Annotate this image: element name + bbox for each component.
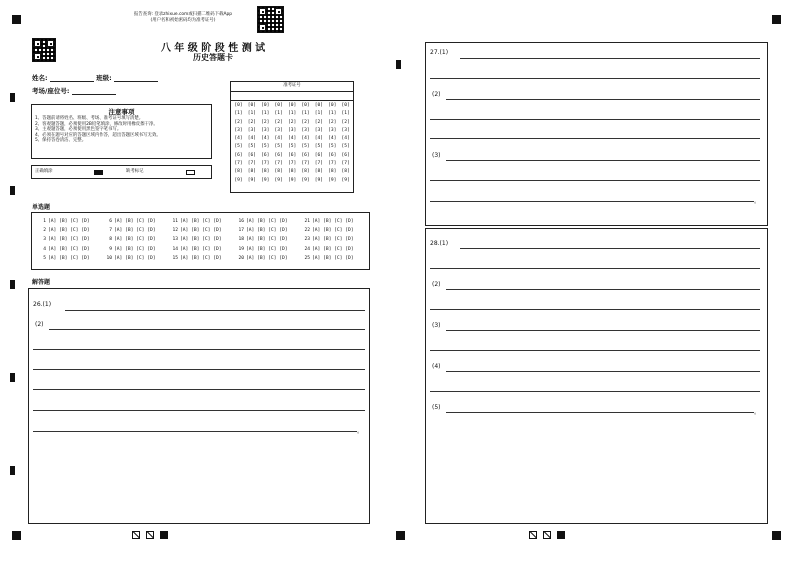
exam-id-bubble[interactable]: [7] xyxy=(328,161,337,167)
exam-id-bubble[interactable]: [7] xyxy=(261,161,270,167)
exam-id-bubble[interactable]: [5] xyxy=(261,144,270,150)
q28-answer-box xyxy=(425,228,768,524)
mcq-option-bubbles[interactable]: [A] [B] [C] [D] xyxy=(312,219,354,224)
exam-id-bubble[interactable]: [3] xyxy=(301,127,310,133)
exam-id-bubble[interactable]: [1] xyxy=(247,111,257,117)
mcq-question-row[interactable] xyxy=(102,256,156,261)
mcq-question-row[interactable] xyxy=(36,256,90,261)
exam-id-bubble[interactable]: [3] xyxy=(341,127,350,133)
class-label: 班级: xyxy=(96,74,112,82)
mcq-option-bubbles[interactable]: [A] [B] [C] [D] xyxy=(114,219,156,224)
mcq-option-bubbles[interactable]: [A] [B] [C] [D] xyxy=(114,246,156,252)
exam-id-bubble[interactable]: [0] xyxy=(314,103,324,108)
corner-mark-top-right xyxy=(772,15,781,24)
exam-id-bubble[interactable]: [6] xyxy=(261,152,270,158)
answer-line[interactable] xyxy=(49,329,365,330)
exam-id-bubble[interactable]: [2] xyxy=(287,119,297,125)
mcq-option-bubbles[interactable]: [A] [B] [C] [D] xyxy=(246,219,288,224)
exam-id-bubble[interactable]: [0] xyxy=(287,103,297,108)
exam-id-bubble[interactable]: [2] xyxy=(314,119,324,125)
mcq-question-row[interactable] xyxy=(234,228,288,233)
exam-id-bubble[interactable]: [1] xyxy=(234,111,243,117)
mcq-option-bubbles[interactable]: [A] [B] [C] [D] xyxy=(246,246,288,252)
answer-line[interactable] xyxy=(33,410,365,411)
mcq-question-number: 6 xyxy=(109,219,112,224)
exam-id-bubble[interactable]: [4] xyxy=(247,136,257,142)
exam-id-bubble[interactable]: [3] xyxy=(328,127,337,133)
exam-id-bubble[interactable]: [2] xyxy=(328,119,337,125)
exam-id-bubble[interactable]: [9] xyxy=(234,177,243,183)
q28-part1-label: 28.(1) xyxy=(430,240,449,247)
skip-mark-icon xyxy=(132,531,140,539)
notes-item: 2、客观题答题，必须使用2B铅笔填涂，修改时用橡皮擦干净。 xyxy=(35,121,158,127)
q28-part3-label: (3) xyxy=(432,322,441,329)
mcq-question-number: 23 xyxy=(304,237,310,243)
notes-item: 5、保持答卷清洁、完整。 xyxy=(35,138,87,144)
answer-line[interactable] xyxy=(460,248,760,249)
exam-id-bubble[interactable]: [0] xyxy=(301,103,310,108)
exam-id-bubble[interactable]: [6] xyxy=(301,152,310,158)
q26-part2-label: (2) xyxy=(35,321,44,328)
mcq-section-label: 单选题 xyxy=(32,204,51,211)
mcq-question-number: 21 xyxy=(304,219,310,224)
solid-mark-icon xyxy=(557,531,565,539)
exam-id-bubble[interactable]: [4] xyxy=(314,136,324,142)
exam-id-bubble[interactable]: [0] xyxy=(341,103,350,108)
answer-line[interactable] xyxy=(430,268,760,269)
exam-id-bubble[interactable]: [8] xyxy=(274,169,283,175)
exam-id-bubble[interactable]: [1] xyxy=(301,111,310,117)
q27-answer-box xyxy=(425,42,768,226)
mcq-question-row[interactable] xyxy=(300,219,354,224)
answer-line[interactable] xyxy=(446,160,760,161)
absent-mark-box[interactable] xyxy=(186,170,195,175)
exam-id-bubble[interactable]: [2] xyxy=(341,119,350,125)
exam-id-bubble[interactable]: [2] xyxy=(261,119,270,125)
exam-id-bubble[interactable]: [4] xyxy=(234,136,243,142)
notes-item: 1、答题前请将姓名、班级、考场、准考证号填写清楚。 xyxy=(35,116,144,121)
answer-line[interactable] xyxy=(33,349,365,350)
exam-id-bubble[interactable]: [1] xyxy=(341,111,350,117)
exam-id-bubble[interactable]: [5] xyxy=(287,144,297,150)
mcq-option-bubbles[interactable]: [A] [B] [C] [D] xyxy=(114,228,156,234)
exam-title: 八 年 级 阶 段 性 测 试 xyxy=(160,43,266,54)
page-divider-mark xyxy=(396,531,405,540)
essay-section-label: 解答题 xyxy=(32,279,51,286)
mcq-question-number: 19 xyxy=(238,246,244,252)
period-mark: 。 xyxy=(754,198,761,205)
mcq-option-bubbles[interactable]: [A] [B] [C] [D] xyxy=(180,246,222,252)
report-query-text: 报告查询: 登录zhixue.com或扫描二维码下载App (用户名和初始密码均为准考证号) xyxy=(133,12,233,23)
q28-part2-label: (2) xyxy=(432,281,441,288)
mcq-question-row[interactable] xyxy=(36,237,90,242)
exam-id-bubble[interactable]: [5] xyxy=(247,144,257,150)
corner-mark-top-left xyxy=(12,15,21,24)
q27-part3-label: (3) xyxy=(432,152,441,159)
exam-id-bubble[interactable]: [9] xyxy=(274,177,283,183)
exam-id-bubble[interactable]: [7] xyxy=(301,161,310,167)
answer-line[interactable] xyxy=(446,99,760,100)
corner-mark-bottom-right xyxy=(772,531,781,540)
mcq-question-row[interactable] xyxy=(168,247,222,252)
exam-id-bubble[interactable]: [4] xyxy=(287,136,297,142)
mcq-option-bubbles[interactable]: [A] [B] [C] [D] xyxy=(180,219,222,224)
exam-id-bubble[interactable]: [4] xyxy=(328,136,337,142)
exam-id-bubble[interactable]: [7] xyxy=(274,161,283,167)
mcq-question-row[interactable] xyxy=(102,219,156,224)
answer-line[interactable] xyxy=(33,369,365,370)
q27-part2-label: (2) xyxy=(432,91,441,98)
exam-id-bubble[interactable]: [5] xyxy=(314,144,324,150)
exam-id-bubble[interactable]: [1] xyxy=(314,111,324,117)
mcq-option-bubbles[interactable]: [A] [B] [C] [D] xyxy=(246,228,288,234)
exam-id-bubble[interactable]: [3] xyxy=(247,127,257,133)
exam-id-bubble[interactable]: [1] xyxy=(261,111,270,117)
absent-mark-label: 缺考标记 xyxy=(126,169,144,174)
answer-line[interactable] xyxy=(430,119,760,120)
mcq-question-number: 17 xyxy=(238,228,244,234)
mcq-option-bubbles[interactable]: [A] [B] [C] [D] xyxy=(48,228,90,234)
mcq-option-bubbles[interactable]: [A] [B] [C] [D] xyxy=(180,228,222,234)
mcq-question-row[interactable] xyxy=(102,237,156,242)
exam-id-bubble[interactable]: [7] xyxy=(341,161,350,167)
mcq-question-number: 20 xyxy=(238,255,244,261)
mcq-question-number: 25 xyxy=(304,255,310,261)
mcq-question-row[interactable] xyxy=(234,237,288,242)
answer-line[interactable] xyxy=(430,350,760,351)
period-mark: 。 xyxy=(754,409,761,416)
exam-id-bubble[interactable]: [4] xyxy=(274,136,283,142)
exam-id-bubble[interactable]: [7] xyxy=(287,161,297,167)
notes-item: 3、主观题答题，必须使用黑色签字笔书写。 xyxy=(35,127,122,133)
exam-id-bubble[interactable]: [4] xyxy=(301,136,310,142)
exam-id-bubble[interactable]: [6] xyxy=(234,152,243,158)
mcq-question-row[interactable] xyxy=(234,219,288,224)
correct-fill-label: 正确填涂 xyxy=(35,169,53,174)
exam-id-bubble[interactable]: [9] xyxy=(328,177,337,183)
mcq-question-row[interactable] xyxy=(300,237,354,242)
exam-id-bubble[interactable]: [5] xyxy=(301,144,310,150)
mcq-question-row[interactable] xyxy=(36,228,90,233)
solid-mark-icon xyxy=(160,531,168,539)
exam-id-bubble[interactable]: [9] xyxy=(314,177,324,183)
student-info xyxy=(32,73,158,82)
skip-mark-icon xyxy=(529,531,537,539)
seat-label: 考场/座位号: xyxy=(32,87,70,95)
mcq-question-number: 5 xyxy=(43,255,46,261)
mcq-option-bubbles[interactable]: [A] [B] [C] [D] xyxy=(180,237,222,243)
page-divider-mark xyxy=(396,60,401,69)
exam-id-bubble[interactable]: [8] xyxy=(261,169,270,175)
exam-id-bubble[interactable]: [9] xyxy=(287,177,297,183)
q27-part1-label: 27.(1) xyxy=(430,49,449,56)
mcq-option-bubbles[interactable]: [A] [B] [C] [D] xyxy=(312,255,354,261)
mcq-question-number: 14 xyxy=(172,246,178,252)
exam-id-column[interactable] xyxy=(341,102,350,185)
exam-id-bubble[interactable]: [8] xyxy=(287,169,297,175)
exam-id-bubble[interactable]: [3] xyxy=(274,127,283,133)
period-mark: 。 xyxy=(357,428,364,435)
mcq-question-number: 4 xyxy=(43,246,46,252)
exam-id-column[interactable] xyxy=(328,102,337,185)
answer-line[interactable] xyxy=(430,201,754,202)
exam-id-bubble[interactable]: [1] xyxy=(274,111,283,117)
answer-line[interactable] xyxy=(430,78,760,79)
exam-id-bubble[interactable]: [8] xyxy=(328,169,337,175)
answer-line[interactable] xyxy=(446,330,760,331)
fill-legend-box xyxy=(31,165,212,179)
exam-id-write-row xyxy=(231,91,353,101)
skip-mark-icon xyxy=(146,531,154,539)
mcq-option-bubbles[interactable]: [A] [B] [C] [D] xyxy=(246,255,288,261)
answer-line[interactable] xyxy=(65,310,365,311)
answer-line[interactable] xyxy=(446,412,754,413)
name-field[interactable] xyxy=(50,81,94,82)
notes-box xyxy=(31,104,212,159)
answer-line[interactable] xyxy=(430,391,760,392)
exam-id-bubble[interactable]: [9] xyxy=(341,177,350,183)
mcq-option-bubbles[interactable]: [A] [B] [C] [D] xyxy=(48,219,90,224)
mcq-question-number: 3 xyxy=(43,237,46,243)
exam-id-bubble[interactable]: [2] xyxy=(301,119,310,125)
exam-id-bubble[interactable]: [6] xyxy=(274,152,283,158)
mcq-question-row[interactable] xyxy=(300,247,354,252)
timing-mark xyxy=(10,93,15,102)
q26-part1-label: 26.(1) xyxy=(33,301,52,308)
exam-id-bubble[interactable]: [9] xyxy=(247,177,257,183)
mcq-question-number: 18 xyxy=(238,237,244,243)
notes-item: 4、必须在题号对应的答题区域内作答，超出答题区域书写无效。 xyxy=(35,132,161,138)
exam-id-bubble[interactable]: [7] xyxy=(314,161,324,167)
exam-id-bubble[interactable]: [1] xyxy=(328,111,337,117)
q26-answer-box xyxy=(28,288,370,524)
exam-id-bubble[interactable]: [8] xyxy=(341,169,350,175)
mcq-option-bubbles[interactable]: [A] [B] [C] [D] xyxy=(48,255,90,261)
exam-id-bubble[interactable]: [6] xyxy=(287,152,297,158)
mcq-option-bubbles[interactable]: [A] [B] [C] [D] xyxy=(312,246,354,252)
answer-line[interactable] xyxy=(446,371,760,372)
corner-mark-bottom-left xyxy=(12,531,21,540)
mcq-question-number: 24 xyxy=(304,246,310,252)
answer-line[interactable] xyxy=(460,58,760,59)
correct-fill-sample-icon xyxy=(94,170,103,175)
exam-id-bubble[interactable]: [0] xyxy=(328,103,337,108)
exam-id-bubble[interactable]: [3] xyxy=(261,127,270,133)
exam-id-bubble[interactable]: [2] xyxy=(234,119,243,125)
exam-id-bubble[interactable]: [6] xyxy=(328,152,337,158)
exam-id-bubble[interactable]: [3] xyxy=(314,127,324,133)
mcq-option-bubbles[interactable]: [A] [B] [C] [D] xyxy=(246,237,288,243)
mcq-question-number: 2 xyxy=(43,228,46,234)
exam-id-bubble[interactable]: [9] xyxy=(301,177,310,183)
answer-line[interactable] xyxy=(33,389,365,390)
answer-line[interactable] xyxy=(446,289,760,290)
mcq-question-number: 15 xyxy=(172,255,178,261)
mcq-question-row[interactable] xyxy=(36,219,90,224)
exam-id-bubble[interactable]: [3] xyxy=(234,127,243,133)
mcq-question-row[interactable] xyxy=(36,247,90,252)
exam-id-column[interactable] xyxy=(247,102,256,185)
answer-line[interactable] xyxy=(430,138,760,139)
exam-id-bubble[interactable]: [6] xyxy=(314,152,324,158)
seat-info xyxy=(32,86,116,95)
mcq-question-number: 13 xyxy=(172,237,178,243)
exam-id-bubble[interactable]: [4] xyxy=(261,136,270,142)
mcq-question-row[interactable] xyxy=(300,228,354,233)
q28-part4-label: (4) xyxy=(432,363,441,370)
exam-id-column[interactable] xyxy=(288,102,297,185)
exam-id-column[interactable] xyxy=(301,102,310,185)
mcq-box xyxy=(31,212,370,270)
exam-id-bubble[interactable]: [2] xyxy=(247,119,257,125)
exam-id-bubble[interactable]: [5] xyxy=(274,144,283,150)
timing-mark xyxy=(10,280,15,289)
exam-id-bubble[interactable]: [5] xyxy=(234,144,243,150)
exam-subtitle: 历史答题卡 xyxy=(193,52,233,62)
mcq-option-bubbles[interactable]: [A] [B] [C] [D] xyxy=(114,237,156,243)
mcq-question-number: 11 xyxy=(172,219,178,224)
exam-id-bubble[interactable]: [2] xyxy=(274,119,283,125)
mcq-question-number: 1 xyxy=(43,219,46,224)
mcq-option-bubbles[interactable]: [A] [B] [C] [D] xyxy=(180,255,222,261)
exam-id-bubble[interactable]: [4] xyxy=(341,136,350,142)
exam-id-column[interactable] xyxy=(261,102,270,185)
timing-mark xyxy=(10,373,15,382)
answer-line[interactable] xyxy=(430,309,760,310)
mcq-question-number: 7 xyxy=(109,228,112,234)
mcq-option-bubbles[interactable]: [A] [B] [C] [D] xyxy=(48,237,90,243)
timing-mark xyxy=(10,466,15,475)
exam-id-bubble[interactable]: [1] xyxy=(287,111,297,117)
exam-id-bubble[interactable]: [7] xyxy=(234,161,243,167)
mcq-question-number: 8 xyxy=(109,237,112,243)
exam-id-column[interactable] xyxy=(234,102,243,185)
answer-line[interactable] xyxy=(33,431,357,432)
mcq-question-number: 10 xyxy=(106,255,112,261)
exam-id-bubble[interactable]: [8] xyxy=(301,169,310,175)
seat-field[interactable] xyxy=(72,94,116,95)
skip-mark-icon xyxy=(543,531,551,539)
mcq-question-row[interactable] xyxy=(168,219,222,224)
mcq-question-row[interactable] xyxy=(234,256,288,261)
exam-id-label: 准考证号 xyxy=(231,83,353,92)
mcq-question-row[interactable] xyxy=(300,256,354,261)
name-label: 姓名: xyxy=(32,74,48,82)
class-field[interactable] xyxy=(114,81,158,82)
exam-id-bubble[interactable]: [6] xyxy=(247,152,257,158)
mcq-question-row[interactable] xyxy=(168,228,222,233)
mcq-option-bubbles[interactable]: [A] [B] [C] [D] xyxy=(114,255,156,261)
mcq-question-number: 12 xyxy=(172,228,178,234)
mcq-option-bubbles[interactable]: [A] [B] [C] [D] xyxy=(312,237,354,243)
mcq-option-bubbles[interactable]: [A] [B] [C] [D] xyxy=(312,228,354,234)
mcq-option-bubbles[interactable]: [A] [B] [C] [D] xyxy=(48,246,90,252)
exam-id-bubble[interactable]: [8] xyxy=(314,169,324,175)
mcq-question-row[interactable] xyxy=(102,228,156,233)
exam-id-bubble[interactable]: [0] xyxy=(274,103,283,108)
exam-id-bubble[interactable]: [5] xyxy=(341,144,350,150)
exam-id-column[interactable] xyxy=(314,102,323,185)
mcq-question-number: 22 xyxy=(304,228,310,234)
exam-id-bubble[interactable]: [0] xyxy=(247,103,257,108)
mcq-question-row[interactable] xyxy=(234,247,288,252)
notes-list xyxy=(35,116,161,144)
mcq-question-row[interactable] xyxy=(102,247,156,252)
exam-id-bubble[interactable]: [7] xyxy=(247,161,257,167)
mcq-question-row[interactable] xyxy=(168,256,222,261)
exam-id-bubble[interactable]: [0] xyxy=(234,103,243,108)
exam-id-bubble[interactable]: [9] xyxy=(261,177,270,183)
answer-line[interactable] xyxy=(430,180,760,181)
timing-mark xyxy=(10,186,15,195)
mcq-question-row[interactable] xyxy=(168,237,222,242)
barcode-qr-icon xyxy=(32,38,56,62)
exam-id-column[interactable] xyxy=(274,102,283,185)
exam-id-bubble[interactable]: [6] xyxy=(341,152,350,158)
exam-id-bubble[interactable]: [8] xyxy=(247,169,257,175)
mcq-question-number: 16 xyxy=(238,219,244,224)
exam-id-bubble[interactable]: [8] xyxy=(234,169,243,175)
mcq-question-number: 9 xyxy=(109,246,112,252)
exam-id-bubble[interactable]: [5] xyxy=(328,144,337,150)
exam-id-box xyxy=(230,81,354,193)
notes-title: 注意事项 xyxy=(108,108,135,116)
exam-id-bubble[interactable]: [3] xyxy=(287,127,297,133)
exam-id-bubble[interactable]: [0] xyxy=(261,103,270,108)
q28-part5-label: (5) xyxy=(432,404,441,411)
qr-code-icon xyxy=(257,6,284,33)
